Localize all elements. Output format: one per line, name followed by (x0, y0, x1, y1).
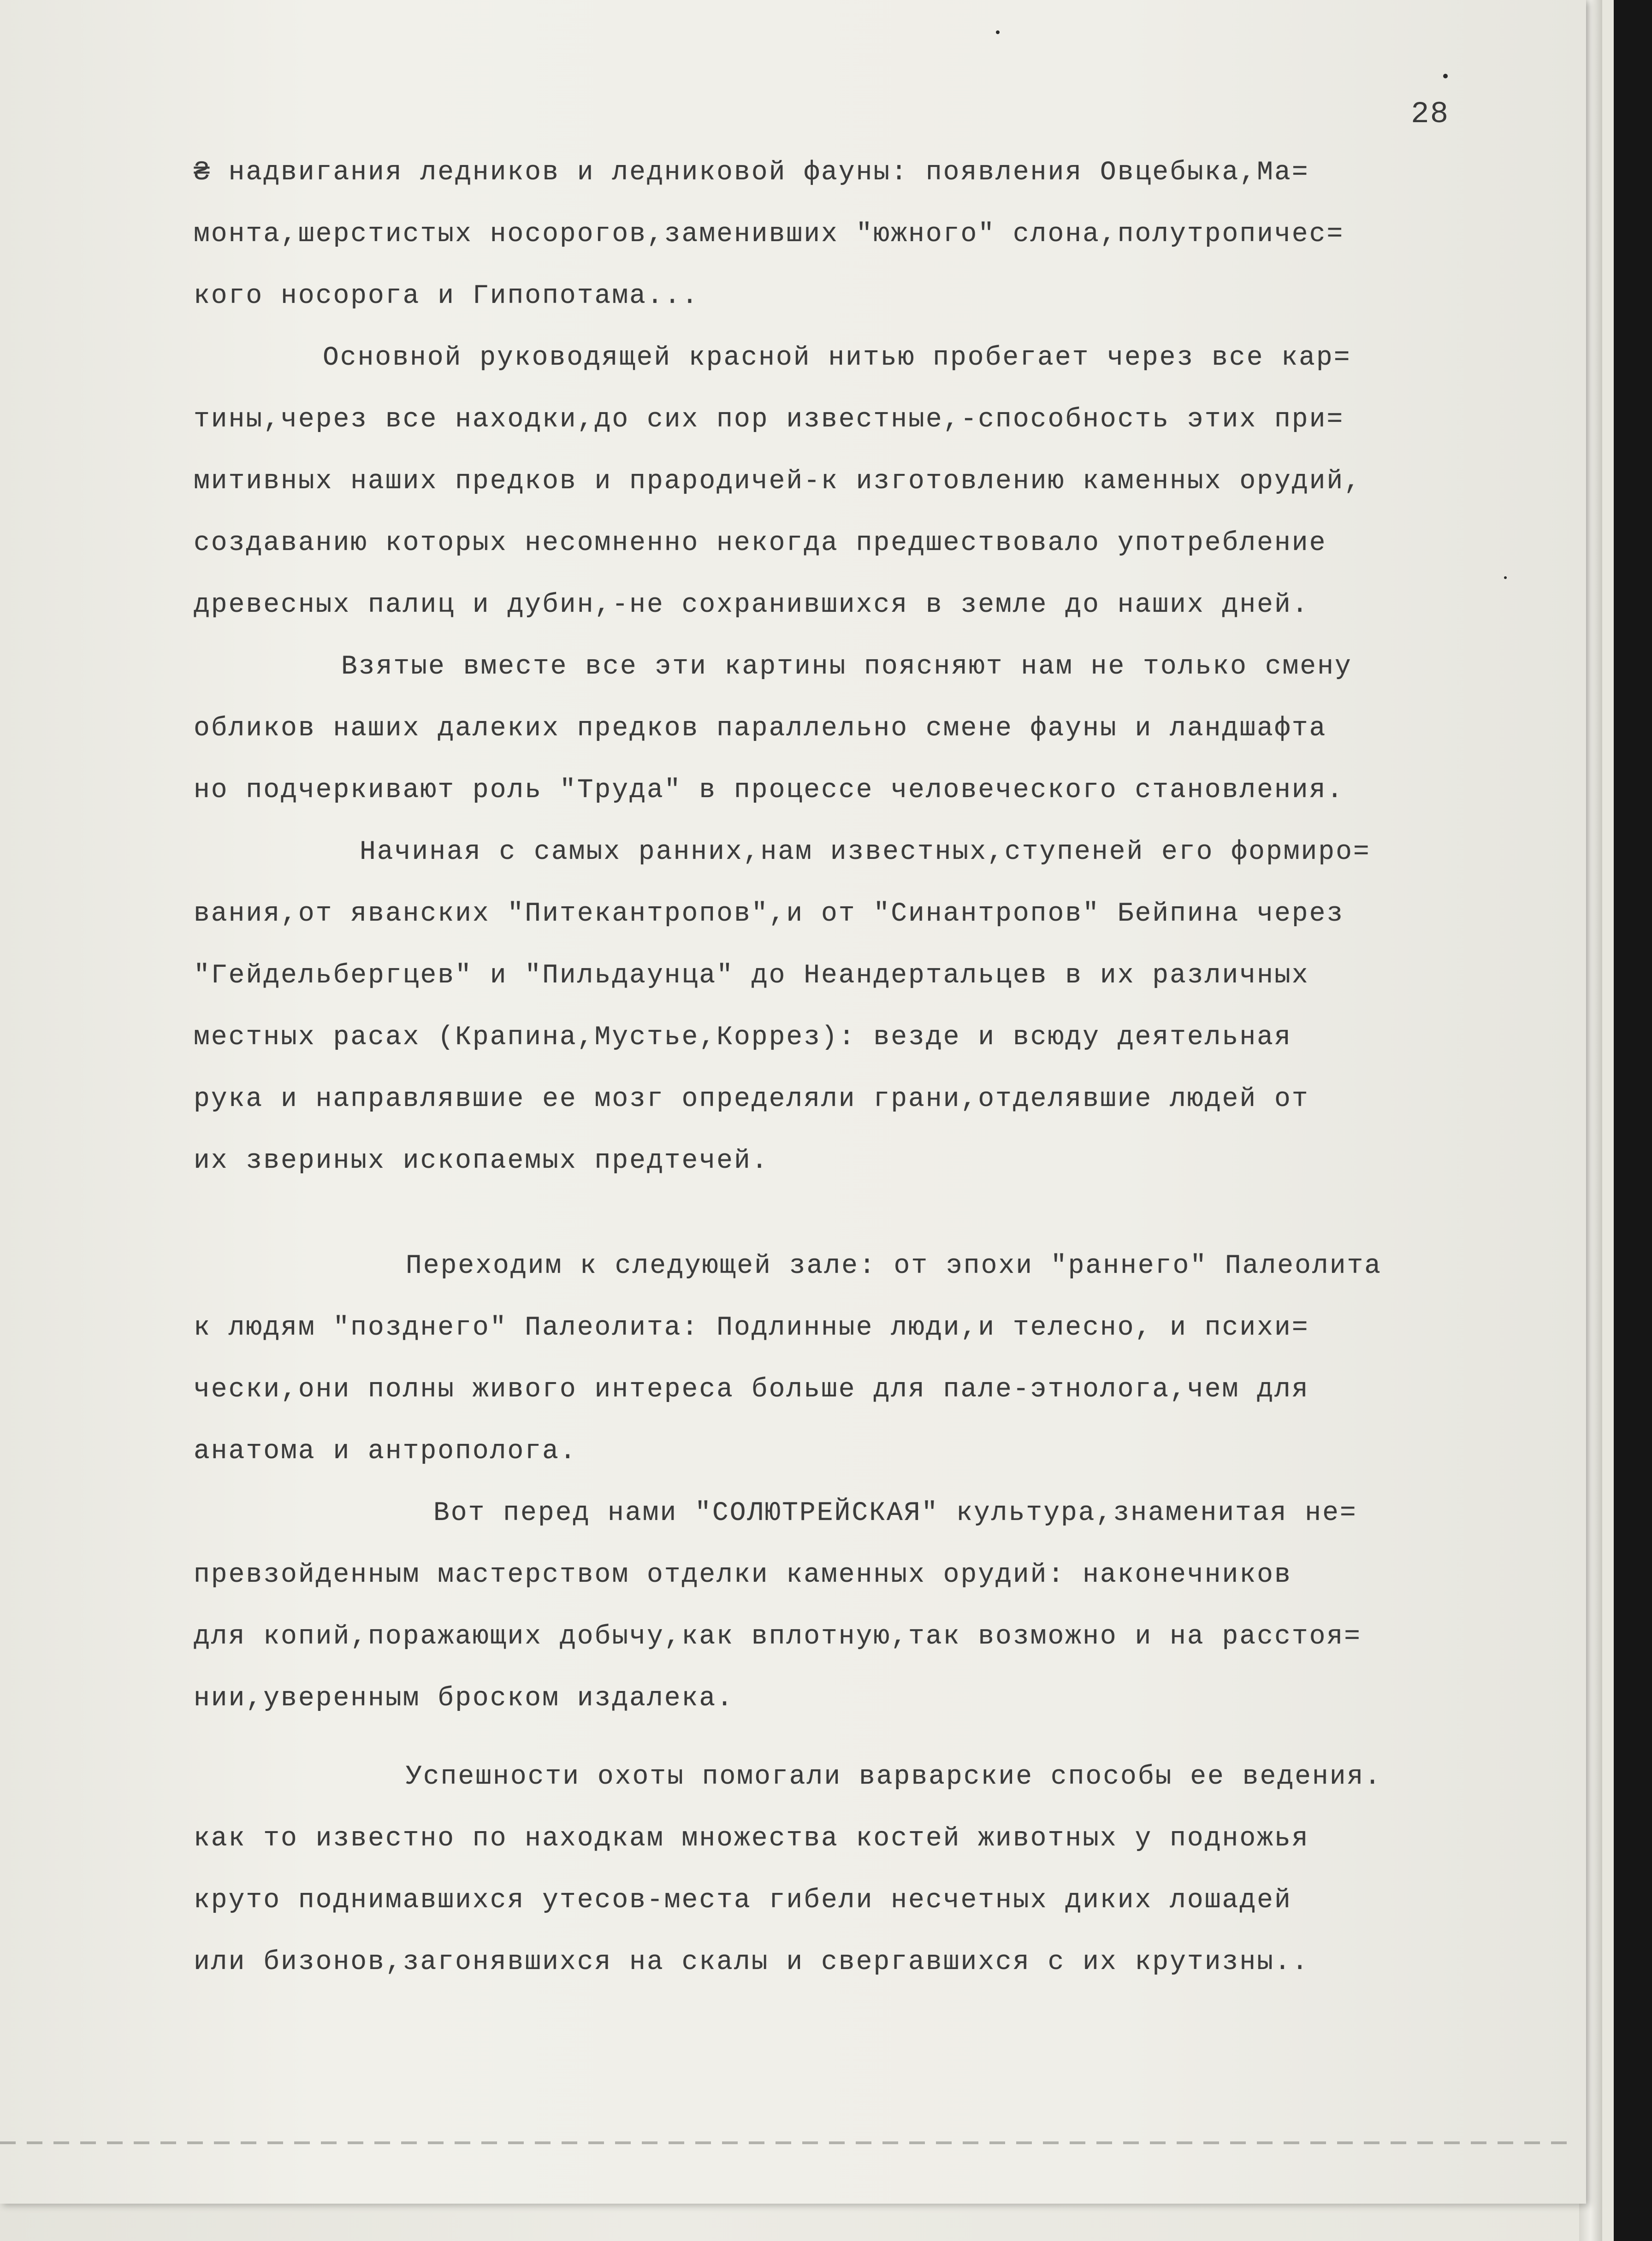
text-line: кого носорога и Гипопотама... (194, 281, 699, 311)
text-line: "Гейдельбергцев" и "Пильдаунца" до Неандертальцев в их различных (194, 961, 1309, 991)
text-line: ₴ надвигания ледников и ледниковой фауны: появления Овцебыка,Ма= (194, 158, 1309, 188)
text-line: местных расах (Крапина,Мустье,Коррез): везде и всюду деятельная (194, 1023, 1292, 1053)
text-line: нии,уверенным броском издалека. (194, 1684, 734, 1714)
text-line: или бизонов,загонявшихся на скалы и свергавшихся с их крутизны.. (194, 1947, 1309, 1977)
text-line: круто поднимавшихся утесов-места гибели несчетных диких лошадей (194, 1886, 1292, 1916)
text-line: создаванию которых несомненно некогда предшествовало употребление (194, 528, 1327, 558)
text-line: чески,они полны живого интереса больше для пале-этнолога,чем для (194, 1375, 1309, 1405)
text-line: но подчеркивают роль "Труда" в процессе человеческого становления. (194, 775, 1344, 805)
text-line: к людям "позднего" Палеолита: Подлинные люди,и телесно, и психи= (194, 1313, 1309, 1343)
text-line: для копий,поражающих добычу,как вплотную,так возможно и на расстоя= (194, 1622, 1362, 1652)
page-number: 28 (1411, 97, 1450, 131)
text-line: Начиная с самых ранних,нам известных,ступеней его формиро= (360, 837, 1371, 867)
text-line: Основной руководящей красной нитью пробегает через все кар= (323, 343, 1351, 373)
text-line: древесных палиц и дубин,-не сохранившихся в земле до наших дней. (194, 590, 1309, 620)
text-line: Успешности охоты помогали варварские способы ее ведения. (406, 1762, 1382, 1792)
text-line: их звериных ископаемых предтечей. (194, 1146, 769, 1176)
text-line: тины,через все находки,до сих пор известные,-способность этих при= (194, 405, 1344, 435)
text-line: рука и направлявшие ее мозг определяли грани,отделявшие людей от (194, 1084, 1309, 1114)
text-line: обликов наших далеких предков параллельно смене фауны и ландшафта (194, 714, 1327, 744)
paper-speck (1504, 576, 1507, 579)
text-line: Взятые вместе все эти картины поясняют нам не только смену (341, 652, 1352, 682)
text-line: Переходим к следующей зале: от эпохи "раннего" Палеолита (406, 1251, 1382, 1281)
text-line: как то известно по находкам множества костей животных у подножья (194, 1824, 1309, 1854)
text-line: монта,шерстистых носорогов,заменивших "южного" слона,полутропичес= (194, 219, 1344, 249)
typed-dash-row (0, 2141, 1568, 2144)
text-line: вания,от яванских "Питекантропов",и от "Синантропов" Бейпина через (194, 899, 1344, 929)
text-line: Вот перед нами "СОЛЮТРЕЙСКАЯ" культура,знаменитая не= (433, 1498, 1357, 1528)
text-line: митивных наших предков и прародичей-к изготовлению каменных орудий, (194, 467, 1362, 497)
text-line: превзойденным мастерством отделки каменных орудий: наконечников (194, 1560, 1292, 1590)
text-line: анатома и антрополога. (194, 1437, 577, 1466)
paper-speck (1443, 74, 1448, 78)
paper-speck (996, 30, 1000, 34)
